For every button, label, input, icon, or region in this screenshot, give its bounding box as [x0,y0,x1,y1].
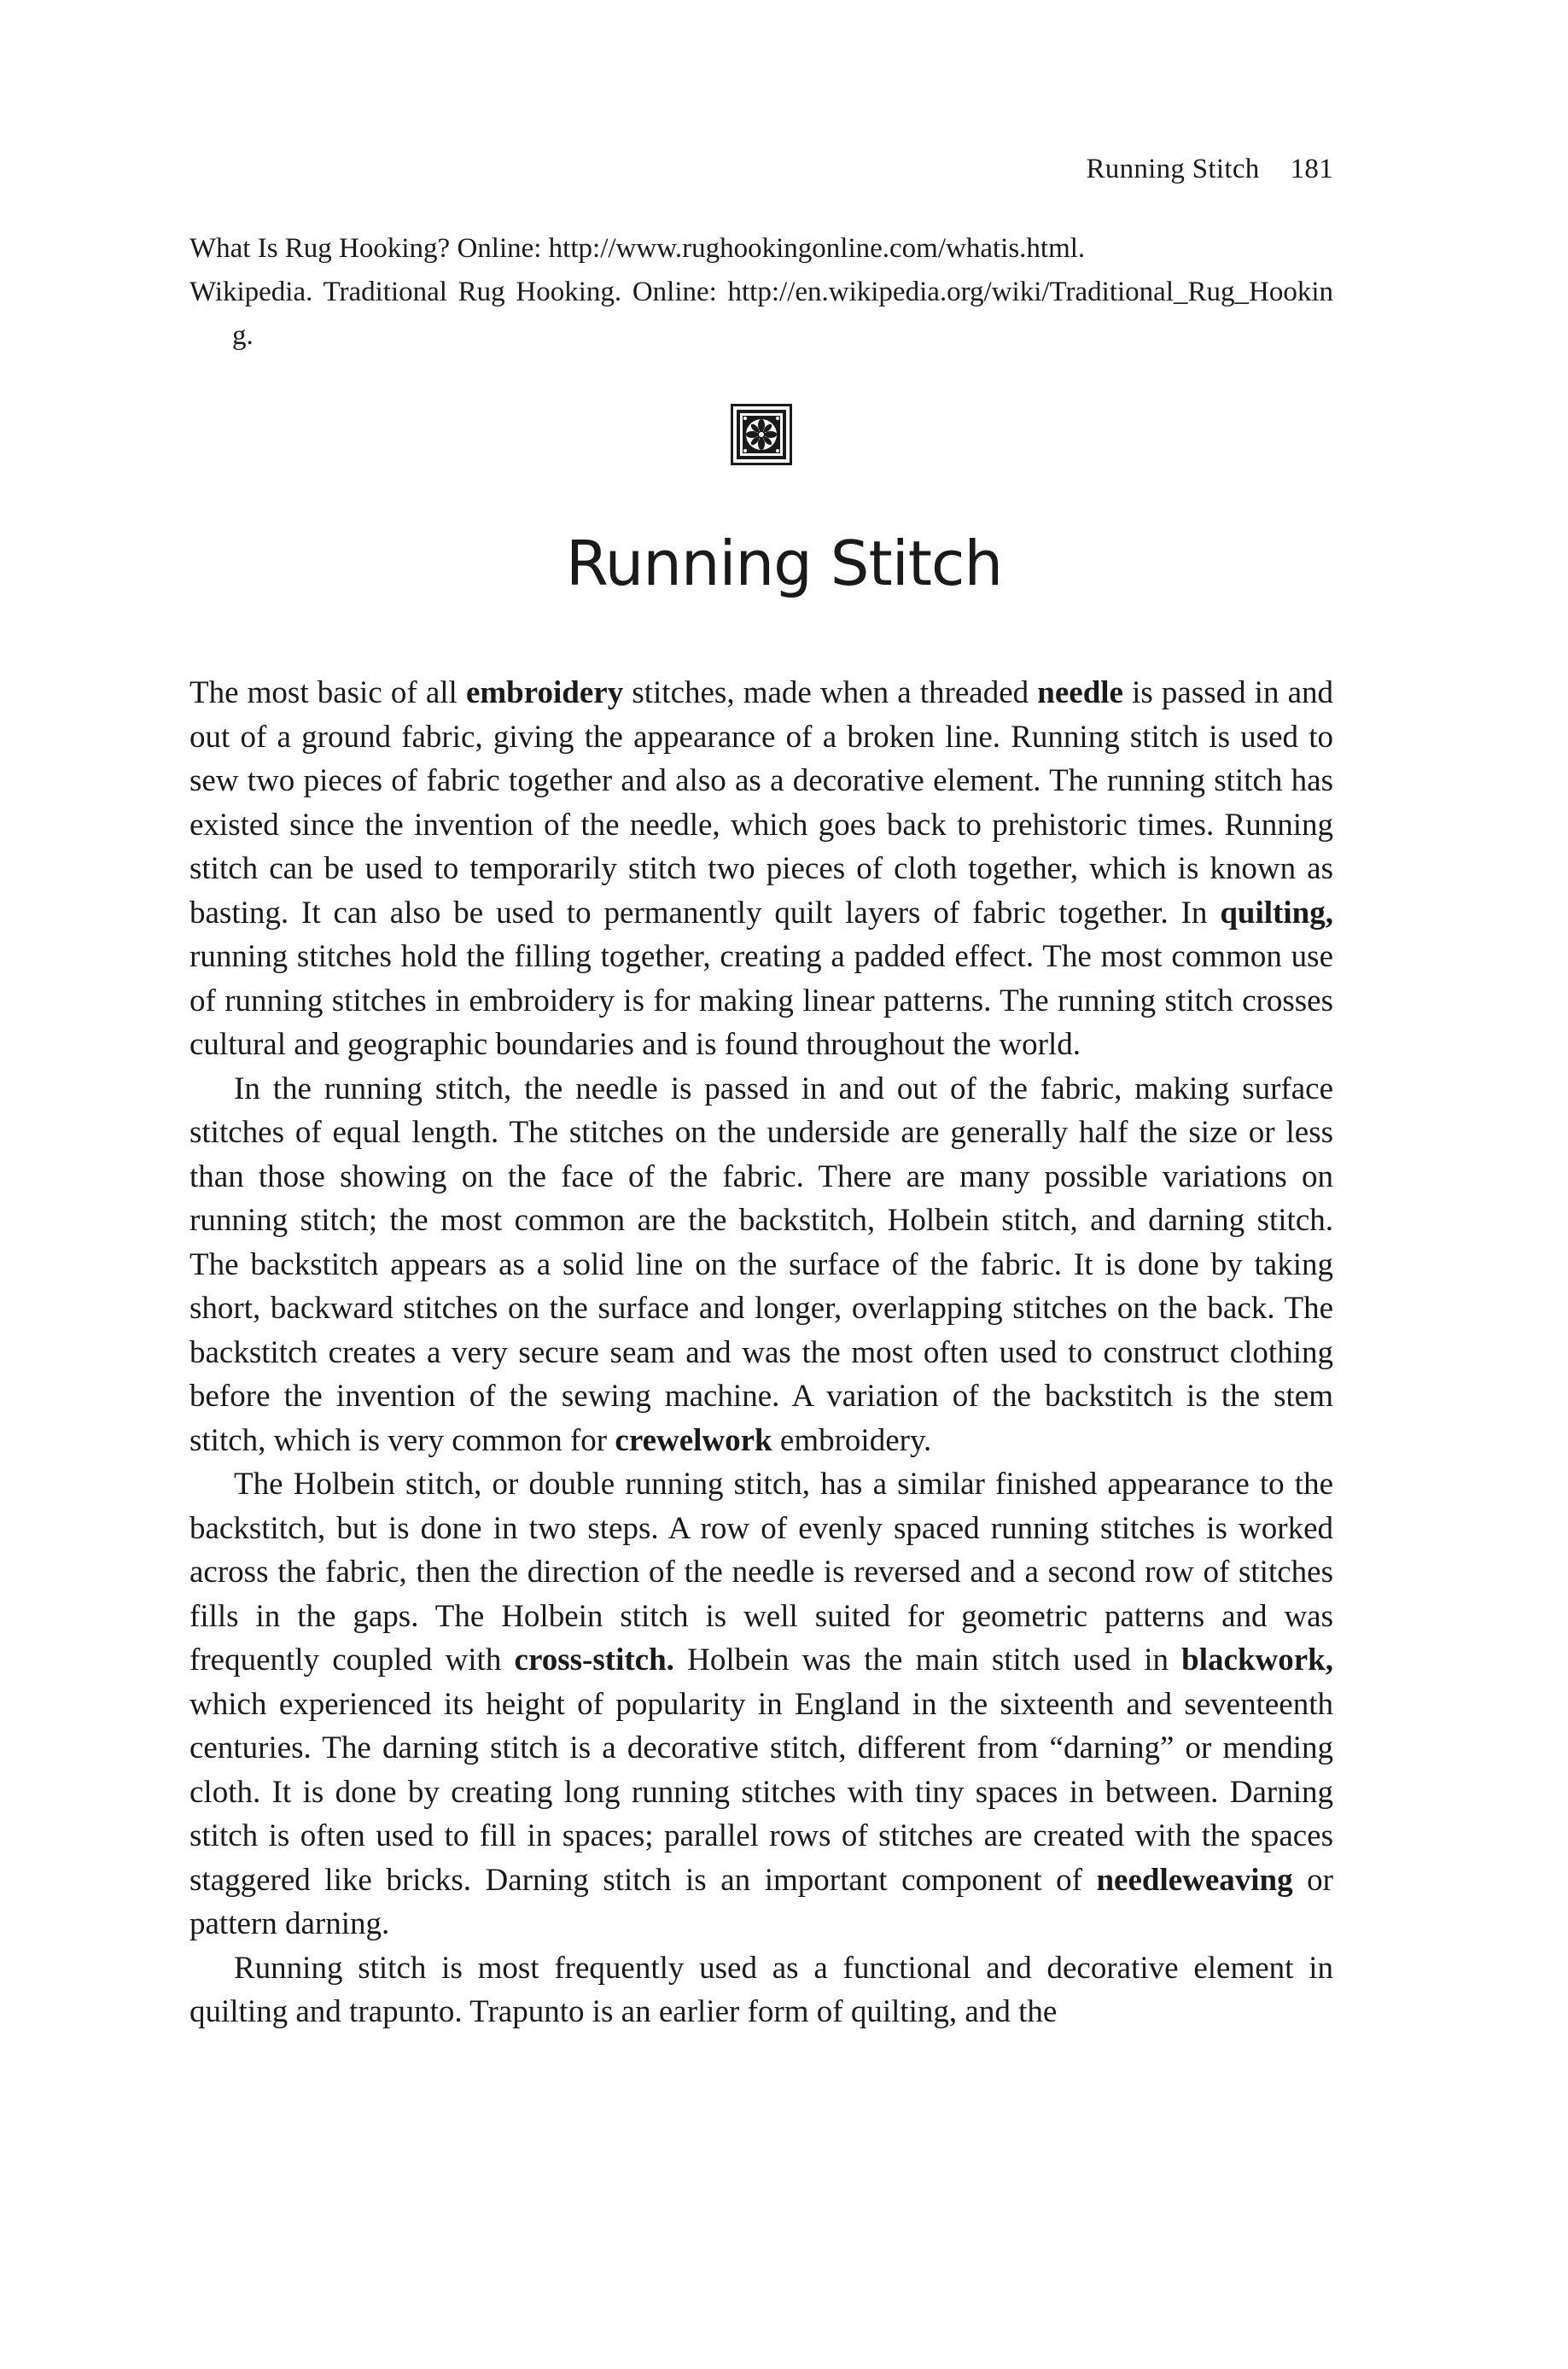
cross-reference-term: needleweaving [1096,1862,1293,1898]
reference-list [189,227,1333,358]
running-head-title: Running Stitch [1086,154,1260,184]
paragraph [189,1462,1333,1946]
page-number: 181 [1290,154,1333,184]
text-run: or pattern darning. [189,1862,1334,1941]
text-run: In the running stitch, the needle is passed in and out of the fabric, making surface stitches of equal length. The stitches on the underside are generally half the size or less than those showing on the face of the fabric. There are many possible variations on running stitch; the most common are the backstitch, Holbein stitch, and darning stitch. The backstitch appears as a solid line on the surface of the fabric. It is done by taking short, backward stitches on the surface and longer, overlapping stitches on the back. The backstitch creates a very secure seam and was the most often used to construct clothing before the invention of the sewing machine. A variation of the backstitch is the stem stitch, which is very common for [189,1071,1333,1458]
paragraph [189,1946,1333,2034]
decorative-square-ornament-icon [731,404,792,465]
text-run: The Holbein stitch, or double running stitch, has a similar finished appearance to the backstitch, but is done in two steps. A row of evenly spaced running stitches is worked across the fabric, then the direction of the needle is reversed and a second row of stitches fills in the gaps. The Holbein stitch is well suited for geometric patterns and was frequently coupled with [189,1467,1333,1678]
paragraph [189,671,1333,1067]
text-run: stitches, made when a threaded [623,675,1038,710]
text-run: Holbein was the main stitch used in [673,1643,1182,1678]
paragraph [189,1067,1333,1463]
entry-body [189,671,1333,2034]
cross-reference-term: cross-stitch. [514,1643,674,1678]
entry-title: Running Stitch [565,528,1003,599]
cross-reference-term: blackwork, [1181,1643,1333,1678]
cross-reference-term: crewelwork [615,1422,772,1458]
text-run: The most basic of all [189,675,466,710]
cross-reference-term: quilting, [1220,895,1333,931]
text-run: which experienced its height of popularity in England in the sixteenth and seventeenth centuries. The darning stitch is a decorative stitch, different from “darning” or mending cloth. It is done by creating long running stitches with tiny spaces in between. Darning stitch is often used to fill in spaces; parallel rows of stitches are created with the spaces staggered like bricks. Darning stitch is an important component of [189,1686,1333,1898]
cross-reference-term: needle [1037,675,1123,710]
cross-reference-term: embroidery [465,675,624,710]
text-run: Running stitch is most frequently used as a functional and decorative element in quilting and trapunto. Trapunto is an earlier form of quilting, and the [189,1950,1333,2029]
reference-item: Wikipedia. Traditional Rug Hooking. Online: http://en.wikipedia.org/wiki/Traditional_Rug_Hooking. [189,277,1333,351]
text-run: running stitches hold the filling together, creating a padded effect. The most common use of running stitches in embroidery is for making linear patterns. The running stitch crosses cultural and geographic boundaries and is found throughout the world. [189,939,1333,1062]
reference-item: What Is Rug Hooking? Online: http://www.rughookingonline.com/whatis.html. [189,233,1086,264]
text-run: embroidery. [772,1422,932,1458]
text-run: is passed in and out of a ground fabric, giving the appearance of a broken line. Running stitch is used to sew two pieces of fabric together and also as a decorative element. The running stitch has existed since the invention of the needle, which goes back to prehistoric times. Running stitch can be used to temporarily stitch two pieces of cloth together, which is known as basting. It can also be used to permanently quilt layers of fabric together. In [189,675,1333,931]
running-head [1086,154,1333,185]
